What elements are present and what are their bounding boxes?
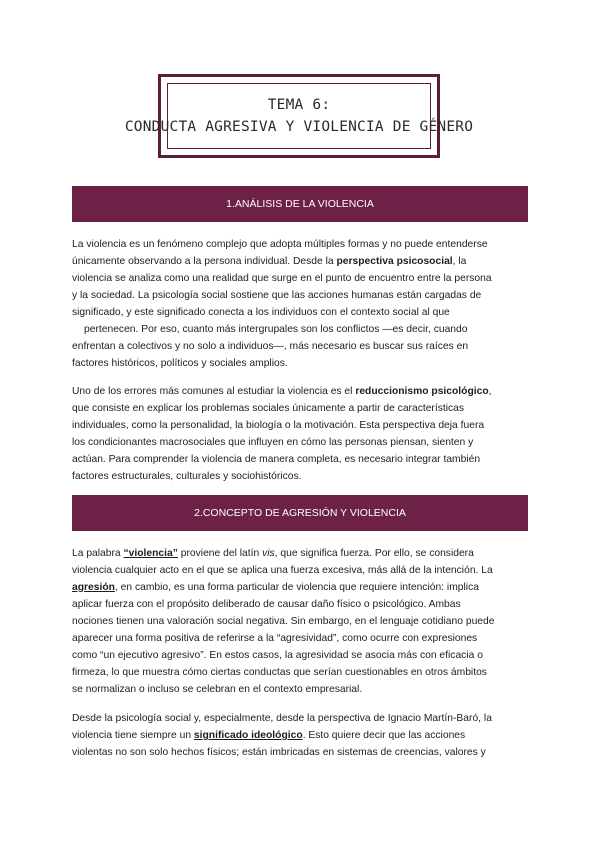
text-line: individuales, como la personalidad, la biología o la motivación. Esta perspectiva deja fuera xyxy=(72,420,485,431)
section-1-title: 1.ANÁLISIS DE LA VIOLENCIA xyxy=(226,198,374,210)
section-2-header xyxy=(72,495,528,531)
text-line: aplicar fuerza con el propósito deliberado de causar daño físico o psicológico. Ambas xyxy=(72,599,461,610)
text-line: nociones tienen una valoración social negativa. Sin embargo, en el lenguaje cotidiano puede xyxy=(72,616,495,627)
text-line: violencia tiene siempre un significado ideológico. Esto quiere decir que las acciones xyxy=(72,730,466,741)
text-line: como “un ejecutivo agresivo”. En estos casos, la agresividad se asocia más con eficacia o xyxy=(72,650,483,661)
text-line: los condicionantes macrosociales que influyen en cómo las personas piensan, sienten y xyxy=(72,437,474,448)
text-line: factores estructurales, culturales y sociohistóricos. xyxy=(72,471,302,482)
section-2-paragraph-1 xyxy=(72,545,528,698)
text-line: Uno de los errores más comunes al estudiar la violencia es el reduccionismo psicológico, xyxy=(72,386,492,397)
section-2-title: 2.CONCEPTO DE AGRESIÓN Y VIOLENCIA xyxy=(194,507,406,519)
text-line: firmeza, lo que muestra cómo ciertas conductas que serían cuestionables en otros ámbitos xyxy=(72,667,487,678)
title-inner-frame xyxy=(124,83,474,149)
section-1-header xyxy=(72,186,528,222)
text-line: violencia cualquier acto en el que se aplica una fuerza excesiva, más allá de la intención. La xyxy=(72,565,493,576)
emphasis-term: agresión xyxy=(72,582,115,593)
emphasis-term: significado ideológico xyxy=(193,730,303,741)
text-line: pertenecen. Por eso, cuanto más intergrupales son los conflictos —es decir, cuando xyxy=(84,324,468,335)
emphasis-term: “violencia” xyxy=(123,548,178,559)
text-line: violencia se analiza como una realidad que surge en el punto de encuentro entre la persona xyxy=(72,273,492,284)
emphasis-term: reduccionismo psicológico xyxy=(355,386,489,397)
text-line: únicamente observando a la persona individual. Desde la perspectiva psicosocial, la xyxy=(72,256,467,267)
text-line: factores históricos, políticos y sociales amplios. xyxy=(72,358,288,369)
text-line: actúan. Para comprender la violencia de manera completa, es necesario integrar también xyxy=(72,454,481,465)
text-line: aparecer una forma positiva de referirse a la “agresividad”, como ocurre con expresiones xyxy=(72,633,478,644)
title-line-2: CONDUCTA AGRESIVA Y VIOLENCIA DE GÉNERO xyxy=(124,119,474,135)
text-line: que consiste en explicar los problemas sociales únicamente a partir de características xyxy=(72,403,465,414)
text-line: se normalizan o incluso se celebran en el contexto empresarial. xyxy=(72,684,363,695)
text-line: La palabra “violencia” proviene del latín vis, que significa fuerza. Por ello, se considera xyxy=(72,548,474,559)
section-1-paragraph-2 xyxy=(72,383,528,485)
text-line: Desde la psicología social y, especialmente, desde la perspectiva de Ignacio Martín-Baró, la xyxy=(72,713,492,724)
text-line: y la sociedad. La psicología social sostiene que las acciones humanas están cargadas de xyxy=(72,290,482,301)
latin-term: vis xyxy=(262,548,275,559)
text-line: significado, y este significado conecta a los individuos con el contexto social al que xyxy=(72,307,450,318)
text-line: La violencia es un fenómeno complejo que adopta múltiples formas y no puede entenderse xyxy=(72,239,488,250)
title-line-1: TEMA 6: xyxy=(267,97,331,113)
title-box xyxy=(124,74,474,158)
emphasis-term: perspectiva psicosocial xyxy=(336,256,453,267)
section-2-paragraph-2 xyxy=(72,710,528,761)
text-line: enfrentan a colectivos y no solo a individuos—, más necesario es buscar sus raíces en xyxy=(72,341,469,352)
text-line: violentas no son solo hechos físicos; están imbricadas en sistemas de creencias, valores y xyxy=(72,747,486,758)
section-1-paragraph-1 xyxy=(72,236,528,372)
text-line: agresión, en cambio, es una forma particular de violencia que requiere intención: implica xyxy=(72,582,479,593)
